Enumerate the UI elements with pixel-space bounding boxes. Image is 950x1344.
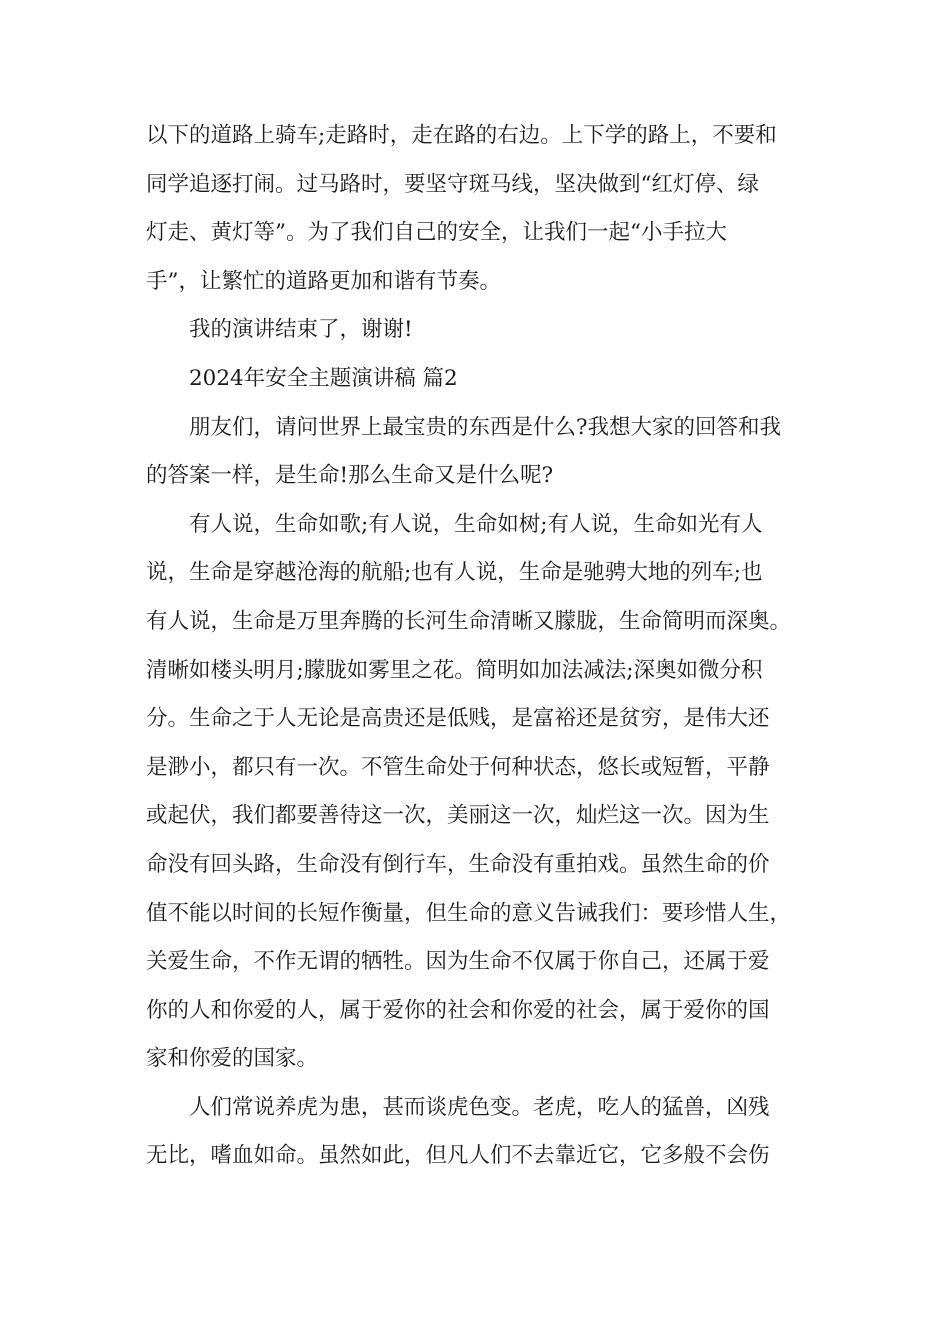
text-line: 灯走、黄灯等”。为了我们自己的安全，让我们一起“小手拉大 <box>146 220 727 246</box>
text-line: 有人说，生命是万里奔腾的长河生命清晰又朦胧，生命简明而深奥。 <box>146 608 792 634</box>
text-line: 命没有回头路，生命没有倒行车，生命没有重拍戏。虽然生命的价 <box>146 851 770 877</box>
text-line: 或起伏，我们都要善待这一次，美丽这一次，灿烂这一次。因为生 <box>146 803 770 829</box>
text-line: 是渺小，都只有一次。不管生命处于何种状态，悠长或短暂，平静 <box>146 754 770 780</box>
text-line: 值不能以时间的长短作衡量，但生命的意义告诫我们：要珍惜人生， <box>146 900 792 926</box>
text-line: 说，生命是穿越沧海的航船;也有人说，生命是驰骋大地的列车;也 <box>146 560 763 586</box>
text-line: 清晰如楼头明月;朦胧如雾里之花。简明如加法减法;深奥如微分积 <box>146 657 763 683</box>
text-line: 分。生命之于人无论是高贵还是低贱，是富裕还是贫穷，是伟大还 <box>146 706 770 732</box>
text-line: 2024年安全主题演讲稿 篇2 <box>189 365 458 391</box>
text-line: 手”，让繁忙的道路更加和谐有节奏。 <box>146 268 501 294</box>
text-line: 同学追逐打闹。过马路时，要坚守斑马线，坚决做到“红灯停、绿 <box>146 171 759 197</box>
text-line: 朋友们，请问世界上最宝贵的东西是什么?我想大家的回答和我 <box>189 414 782 440</box>
text-line: 以下的道路上骑车;走路时，走在路的右边。上下学的路上，不要和 <box>146 123 777 148</box>
text-line: 的答案一样，是生命!那么生命又是什么呢? <box>146 463 554 489</box>
text-line: 无比，嗜血如命。虽然如此，但凡人们不去靠近它，它多般不会伤 <box>146 1143 770 1169</box>
text-line: 有人说，生命如歌;有人说，生命如树;有人说，生命如光有人 <box>189 511 763 537</box>
text-line: 关爱生命，不作无谓的牺牲。因为生命不仅属于你自己，还属于爱 <box>146 949 770 975</box>
document-body <box>146 112 826 1181</box>
text-line: 家和你爱的国家。 <box>146 1046 319 1072</box>
text-line: 你的人和你爱的人，属于爱你的社会和你爱的社会，属于爱你的国 <box>146 997 770 1023</box>
text-line: 我的演讲结束了，谢谢! <box>189 317 413 343</box>
text-line: 人们常说养虎为患，甚而谈虎色变。老虎，吃人的猛兽，凶残 <box>189 1094 770 1120</box>
